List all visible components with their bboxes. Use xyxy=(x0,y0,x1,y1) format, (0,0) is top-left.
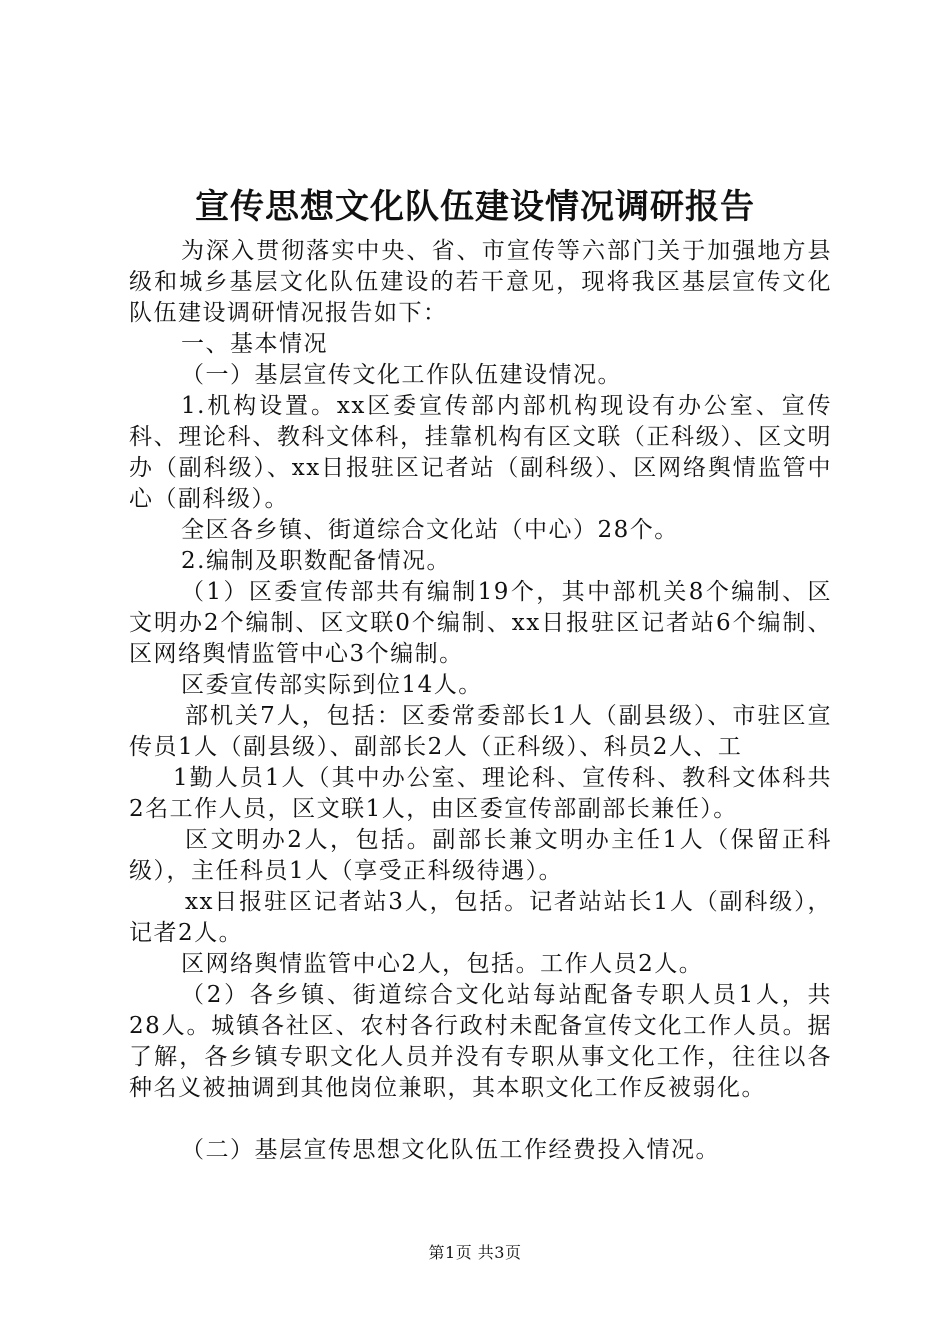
paragraph-actual-staff: 区委宣传部实际到位14人。 xyxy=(181,672,483,698)
section-heading-basic: 一、基本情况 xyxy=(181,331,328,357)
paragraph-civilization-office: 区文明办2人，包括。副部长兼文明办主任1人（保留正科级），主任科员1人（享受正科级待遇）。 xyxy=(129,827,832,884)
subsection-heading-2: （二）基层宣传思想文化队伍工作经费投入情况。 xyxy=(181,1137,720,1163)
paragraph-culture-stations: 全区各乡镇、街道综合文化站（中心）28个。 xyxy=(181,517,679,543)
page-number: 第1页 共3页 xyxy=(428,1243,522,1262)
paragraph-press-station: xx日报驻区记者站3人，包括。记者站站长1人（副科级），记者2人。 xyxy=(129,889,832,946)
paragraph-org-setup: 1.机构设置。xx区委宣传部内部机构现设有办公室、宣传科、理论科、教科文体科，挂靠机构有区文联（正科级）、区文明办（副科级）、xx日报驻区记者站（副科级）、区网络舆情监管中心（副科级）。 xyxy=(129,393,832,512)
paragraph-dept-staff: 部机关7人，包括：区委常委部长1人（副县级）、市驻区宣传员1人（副县级）、副部长2人（正科级）、科员2人、工 xyxy=(129,703,832,760)
document-body xyxy=(129,236,832,1166)
subsection-heading-1: （一）基层宣传文化工作队伍建设情况。 xyxy=(181,362,622,388)
paragraph-staffing-2: （2）各乡镇、街道综合文化站每站配备专职人员1人，共28人。城镇各社区、农村各行政村未配备宣传文化工作人员。据了解，各乡镇专职文化人员并没有专职从事文化工作，往往以各种名义被抽调到其他岗位兼职，其本职文化工作反被弱化。 xyxy=(129,982,832,1101)
paragraph-intro: 为深入贯彻落实中央、省、市宣传等六部门关于加强地方县级和城乡基层文化队伍建设的若干意见，现将我区基层宣传文化队伍建设调研情况报告如下： xyxy=(129,238,832,326)
paragraph-staffing-1: （1）区委宣传部共有编制19个，其中部机关8个编制、区文明办2个编制、区文联0个编制、xx日报驻区记者站6个编制、区网络舆情监管中心3个编制。 xyxy=(129,579,832,667)
paragraph-staffing-heading: 2.编制及职数配备情况。 xyxy=(181,548,451,574)
paragraph-logistics-staff: 1勤人员1人（其中办公室、理论科、宣传科、教科文体科共2名工作人员，区文联1人，由区委宣传部副部长兼任）。 xyxy=(129,765,832,822)
paragraph-opinion-center: 区网络舆情监管中心2人，包括。工作人员2人。 xyxy=(181,951,704,977)
document-title: 宣传思想文化队伍建设情况调研报告 xyxy=(195,187,755,227)
